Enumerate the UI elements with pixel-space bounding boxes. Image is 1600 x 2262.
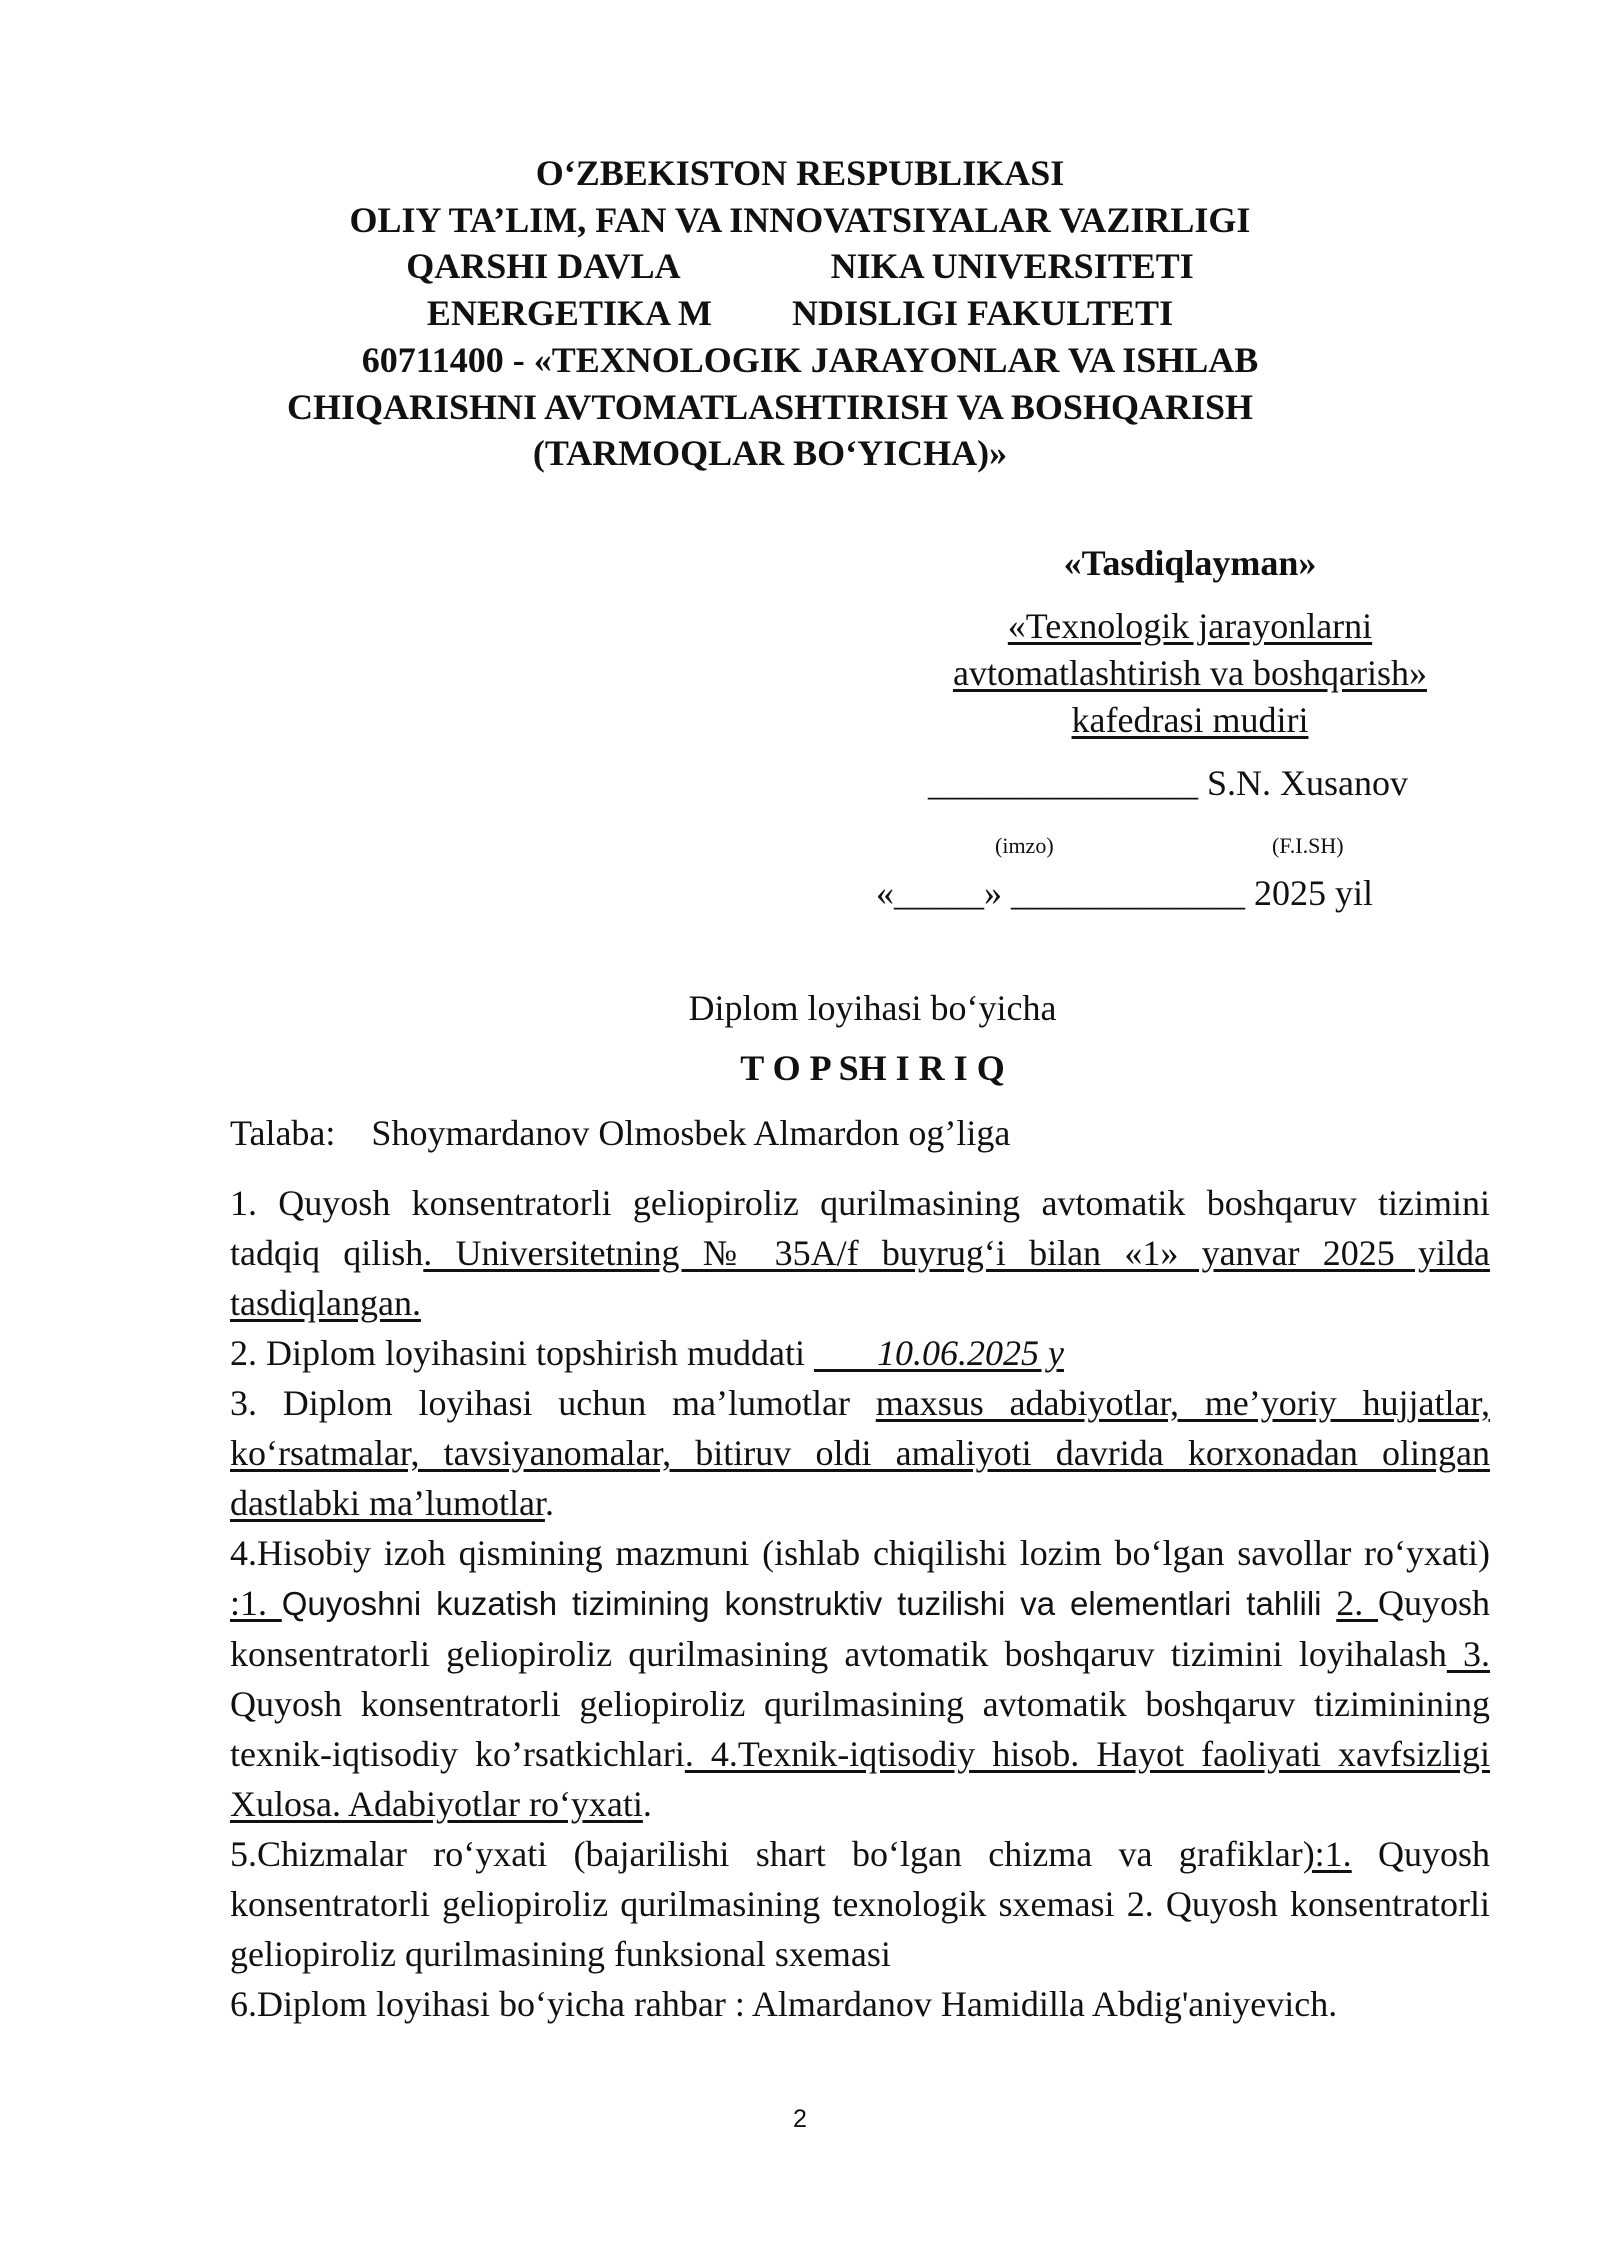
date-month-blank: _____________ bbox=[1011, 873, 1245, 913]
item-1 bbox=[230, 1178, 1490, 1328]
item-4-num2: 2. bbox=[1336, 1583, 1378, 1623]
approver-name: S.N. Xusanov bbox=[1207, 763, 1409, 803]
header-university-part2: NIKA UNIVERSITETI bbox=[830, 246, 1194, 286]
item-4-label: 4.Hisobiy izoh qismining mazmuni (ishlab chiqilishi lozim bo‘lgan savollar ro‘yxati) bbox=[230, 1533, 1490, 1573]
student-name: Shoymardanov Olmosbek Almardon og’liga bbox=[371, 1113, 1011, 1153]
header-specialty-line3: (TARMOQLAR BO‘YICHA)» bbox=[532, 433, 1008, 473]
document-subtitle: Diplom loyihasi bo‘yicha bbox=[688, 988, 1057, 1028]
header-specialty-line2: CHIQARISHNI AVTOMATLASHTIRISH VA BOSHQARISH bbox=[287, 387, 1253, 427]
item-4-period: . bbox=[642, 1784, 652, 1824]
header-university bbox=[0, 243, 1600, 290]
item-4-section1: Quyoshni kuzatish tizimining konstruktiv tuzilishi va elementlari tahlili bbox=[281, 1585, 1322, 1622]
signature-line: _______________ bbox=[928, 763, 1198, 803]
date-open-quote: « bbox=[876, 873, 894, 913]
header-faculty-part2: NDISLIGI FAKULTETI bbox=[791, 293, 1174, 333]
item-3-label: 3. Diplom loyihasi uchun ma’lumotlar bbox=[230, 1383, 876, 1423]
item-4 bbox=[230, 1528, 1490, 1829]
assignment-body bbox=[230, 1178, 1490, 2029]
item-4-num3: 3. bbox=[1446, 1634, 1490, 1674]
item-4-num1: :1. bbox=[230, 1583, 282, 1623]
item-2-blank bbox=[814, 1333, 877, 1373]
header-faculty-part1: ENERGETIKA M bbox=[426, 293, 712, 333]
header-ministry: OLIY TA’LIM, FAN VA INNOVATSIYALAR VAZIRLIGI bbox=[349, 200, 1251, 240]
header-specialty-line1: 60711400 - «TEXNOLOGIK JARAYONLAR VA ISHLAB bbox=[361, 340, 1259, 380]
approval-signature-row bbox=[928, 760, 1408, 807]
item-5-num1: ):1. bbox=[1302, 1834, 1352, 1874]
item-3-sources: maxsus adabiyotlar, me’yoriy hujjatlar, ko‘rsatmalar, tavsiyanomalar, bitiruv oldi amaliyoti davrida korxonadan olingan dastlabki ma’lumotlar bbox=[230, 1383, 1490, 1523]
student-label: Talaba: bbox=[230, 1113, 336, 1153]
item-2-deadline: 10.06.2025 y bbox=[877, 1333, 1064, 1373]
approval-department-line3: kafedrasi mudiri bbox=[1071, 700, 1309, 740]
item-5-label: 5.Chizmalar ro‘yxati (bajarilishi shart bo‘lgan chizma va grafiklar bbox=[230, 1834, 1303, 1874]
student-row bbox=[230, 1110, 1010, 1157]
date-day-blank: _____ bbox=[894, 873, 984, 913]
date-close-quote: » bbox=[984, 873, 1002, 913]
item-3 bbox=[230, 1378, 1490, 1528]
approval-department-line2: avtomatlashtirish va boshqarish» bbox=[953, 653, 1427, 693]
item-3-period: . bbox=[544, 1483, 554, 1523]
document-title: T O P SH I R I Q bbox=[740, 1048, 1005, 1088]
page-number: 2 bbox=[793, 2105, 807, 2133]
item-2-label: 2. Diplom loyihasini topshirish muddati bbox=[230, 1333, 814, 1373]
name-caption: (F.I.SH) bbox=[1272, 833, 1344, 858]
item-6: 6.Diplom loyihasi bo‘yicha rahbar : Almardanov Hamidilla Abdig'aniyevich. bbox=[230, 1984, 1338, 2024]
item-5 bbox=[230, 1829, 1490, 1979]
item-2 bbox=[230, 1328, 1490, 1378]
header-faculty bbox=[0, 290, 1600, 337]
approval-title: «Tasdiqlayman» bbox=[1063, 543, 1317, 583]
signature-caption: (imzo) bbox=[995, 833, 1054, 858]
item-4-section2: Quyosh konsentratorli geliopiroliz qurilmasining avtomatik boshqaruv tizimini loyihalash bbox=[230, 1583, 1491, 1674]
item-5-drawings: Quyosh konsentratorli geliopiroliz qurilmasining texnologik sxemasi 2. Quyosh konsentratorli geliopiroliz qurilmasining funksional sxemasi bbox=[230, 1834, 1490, 1974]
item-4-section3: Quyosh konsentratorli geliopiroliz qurilmasining avtomatik boshqaruv tiziminining texnik-iqtisodiy ko’rsatkichlari bbox=[230, 1684, 1490, 1774]
header-university-part1: QARSHI DAVLA bbox=[406, 246, 681, 286]
approval-department-line1: «Texnologik jarayonlarni bbox=[1007, 606, 1373, 646]
item-1-order: . Universitetning № 35A/f buyrug‘i bilan «1» yanvar 2025 yilda tasdiqlangan. bbox=[230, 1233, 1491, 1323]
date-year: 2025 yil bbox=[1254, 873, 1374, 913]
approval-date-row bbox=[876, 870, 1373, 917]
item-1-topic: 1. Quyosh konsentratorli geliopiroliz qurilmasining avtomatik boshqaruv tizimini tadqiq qilish bbox=[230, 1183, 1490, 1273]
item-4-section4: . 4.Texnik-iqtisodiy hisob. Hayot faoliyati xavfsizligi Xulosa. Adabiyotlar ro‘yxati bbox=[230, 1734, 1490, 1824]
header-ministry-country: O‘ZBEKISTON RESPUBLIKASI bbox=[535, 153, 1065, 193]
